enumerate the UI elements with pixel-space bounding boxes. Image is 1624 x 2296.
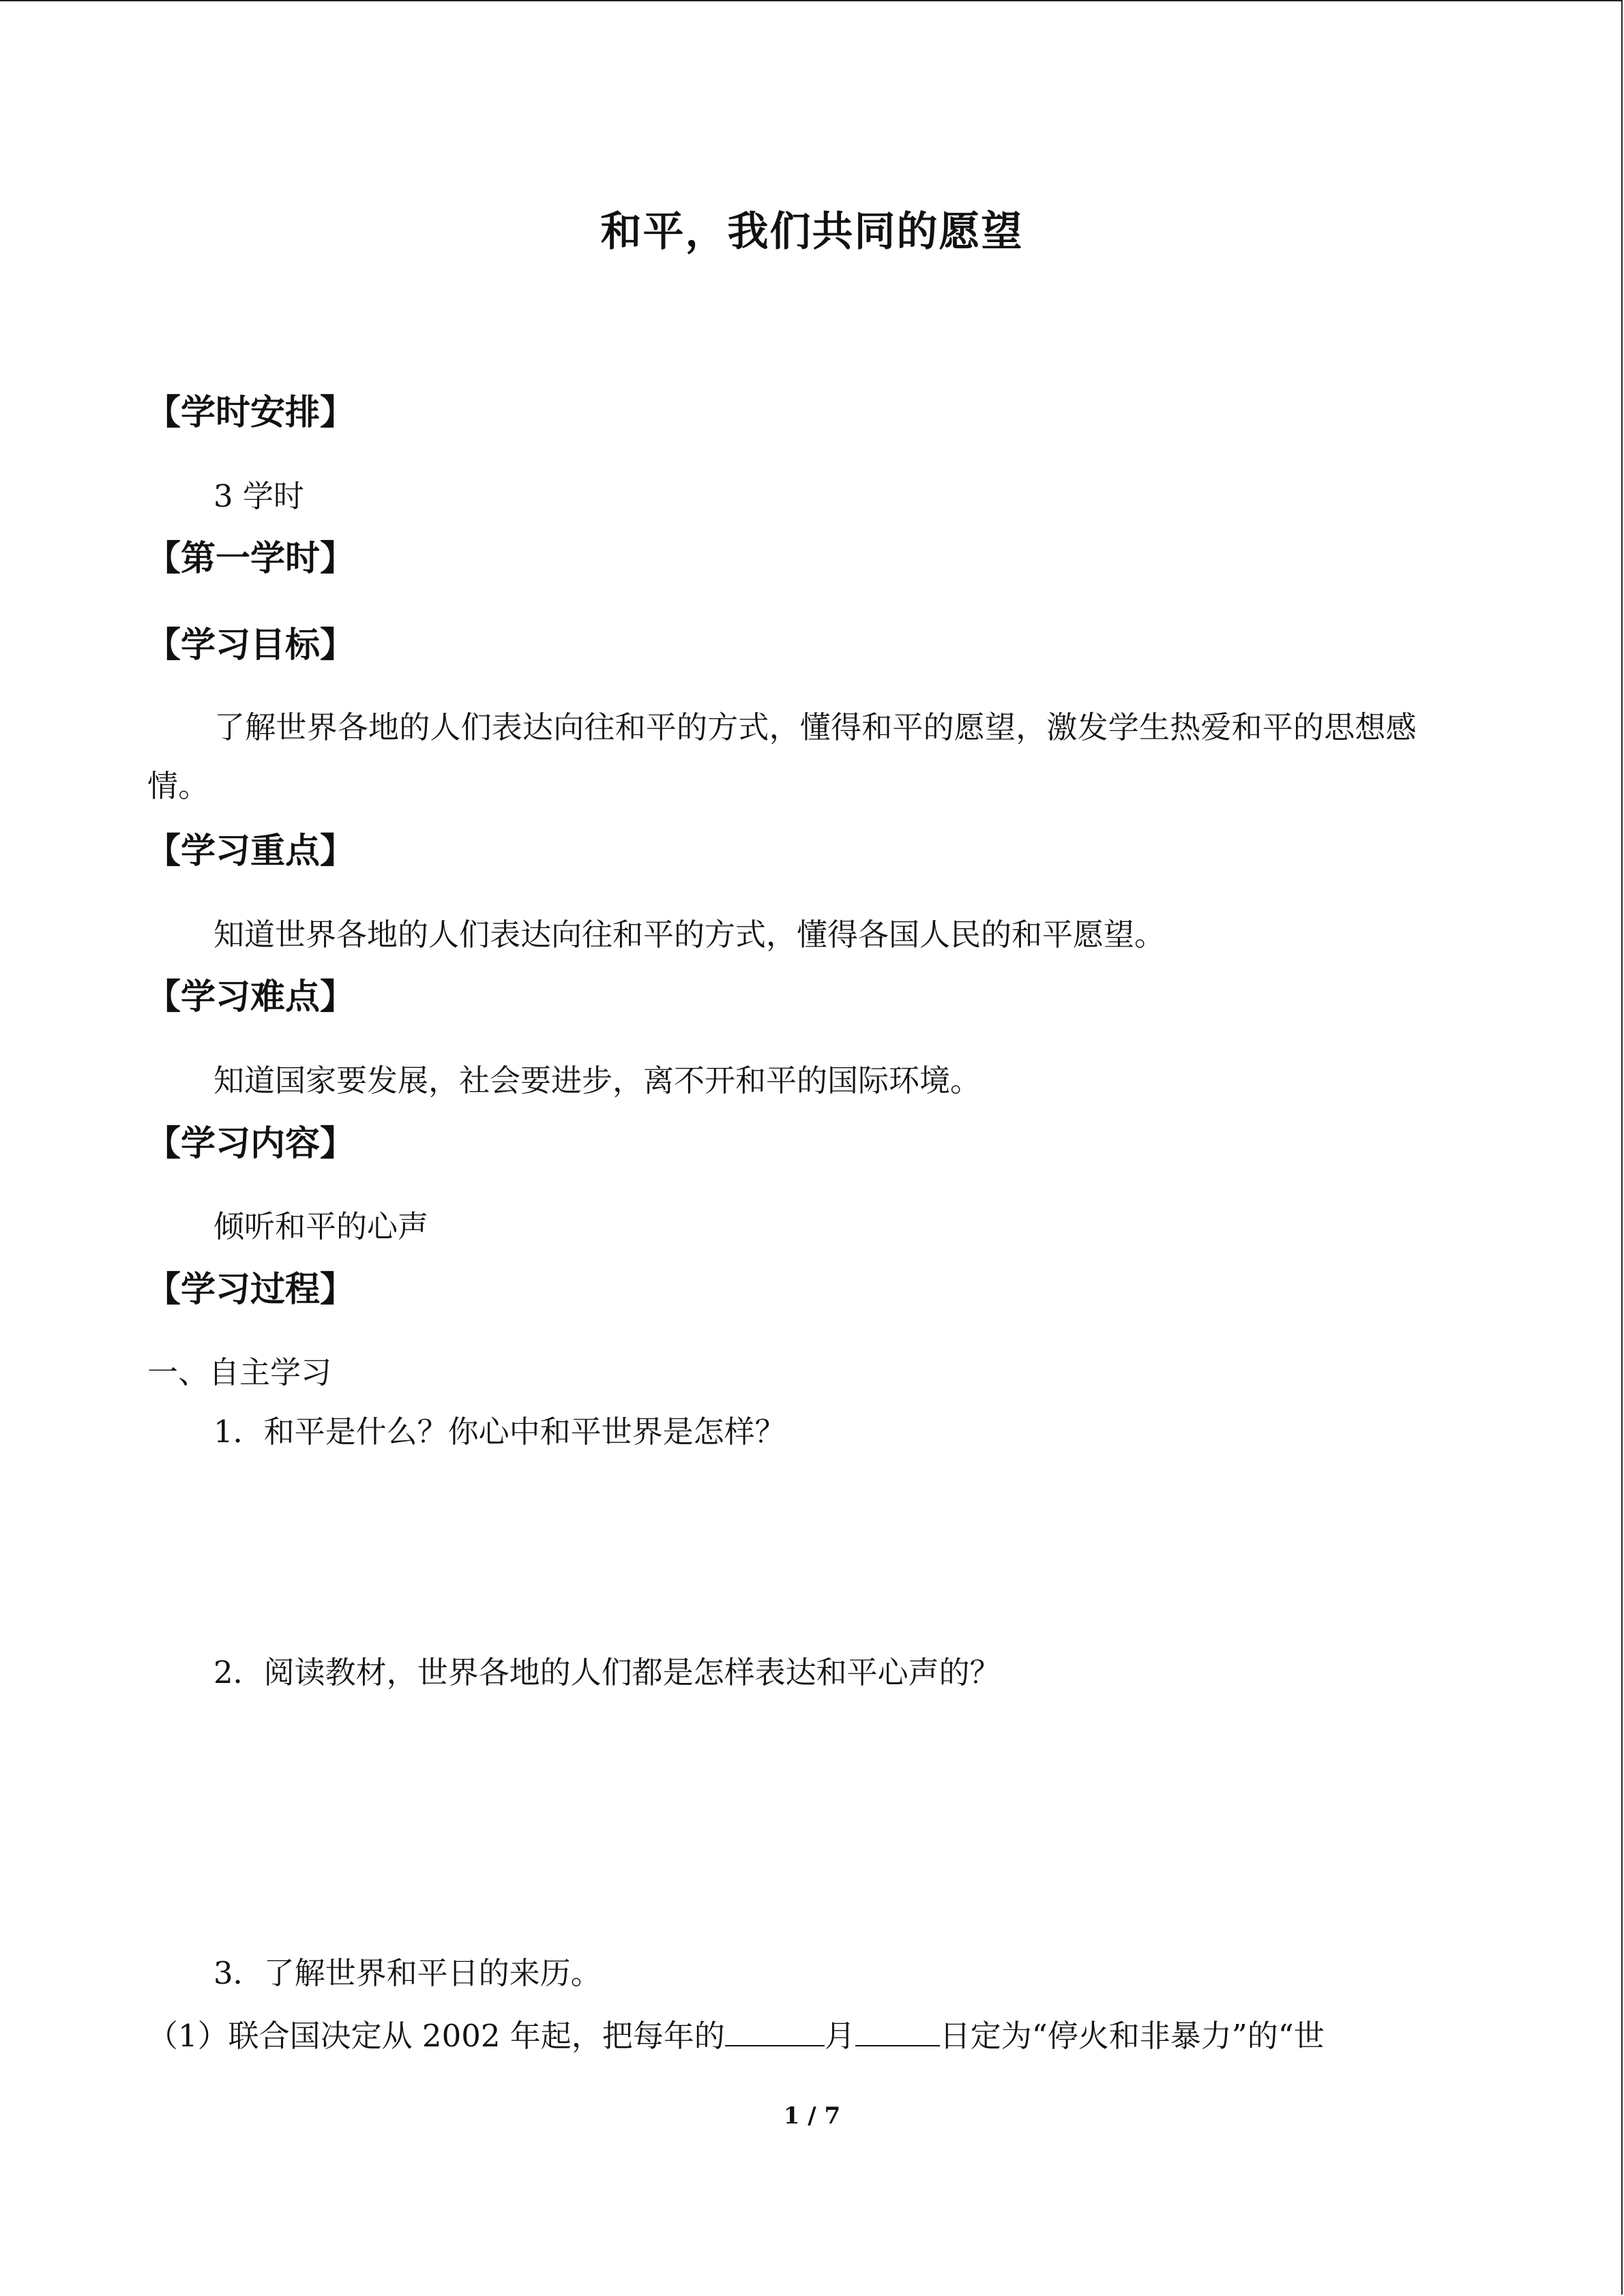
goal-heading: 【学习目标】 [146, 625, 355, 666]
difficulty-heading: 【学习难点】 [146, 977, 355, 1017]
lesson-heading: 【第一学时】 [146, 539, 355, 579]
content-heading: 【学习内容】 [146, 1124, 355, 1164]
process-heading: 【学习过程】 [146, 1270, 355, 1310]
question-3-1-suffix: 日定为“停火和非暴力”的“世 [939, 2018, 1325, 2054]
goal-text: 了解世界各地的人们表达向往和平的方式，懂得和平的愿望，激发学生热爱和平的思想感情。 [147, 709, 1417, 804]
day-blank[interactable] [855, 2015, 940, 2046]
question-1: 1．和平是什么？你心中和平世界是怎样？ [213, 1414, 786, 1450]
part-one-label: 一、自主学习 [147, 1354, 332, 1390]
schedule-heading: 【学时安排】 [146, 393, 355, 433]
content-text: 倾听和平的心声 [213, 1208, 429, 1244]
month-blank[interactable] [725, 2015, 825, 2046]
question-2: 2．阅读教材，世界各地的人们都是怎样表达和平心声的？ [213, 1654, 1001, 1690]
difficulty-text: 知道国家要发展，社会要进步，离不开和平的国际环境。 [213, 1062, 981, 1099]
page-number: 1 / 7 [783, 2102, 841, 2130]
schedule-text: 3 学时 [213, 478, 304, 514]
document-title: 和平，我们共同的愿望 [600, 208, 1024, 256]
focus-text: 知道世界各地的人们表达向往和平的方式，懂得各国人民的和平愿望。 [213, 916, 1166, 953]
question-3: 3．了解世界和平日的来历。 [213, 1955, 602, 1991]
question-3-1 [147, 2014, 1325, 2058]
focus-heading: 【学习重点】 [146, 831, 355, 871]
question-3-1-prefix: （1）联合国决定从 2002 年起，把每年的 [147, 2018, 725, 2054]
question-3-1-month: 月 [824, 2018, 855, 2054]
